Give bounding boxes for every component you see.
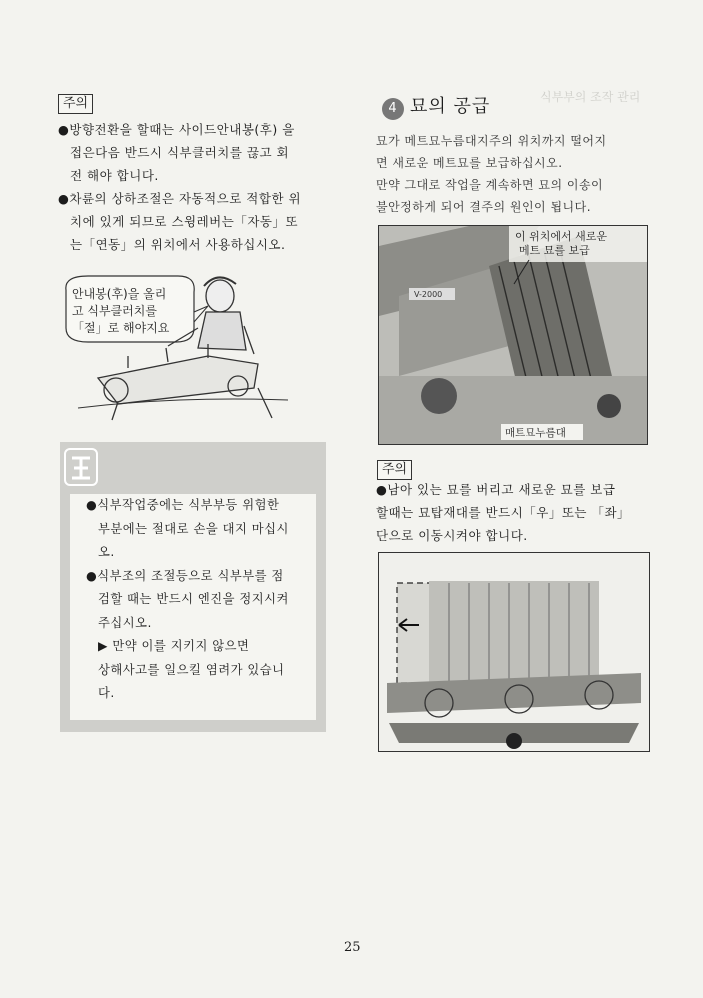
intro-line: 면 새로운 메트묘를 보급하십시오. xyxy=(376,156,563,170)
intro-line: 불안정하게 되어 결주의 원인이 됩니다. xyxy=(376,200,592,214)
caution-line: ▶ 만약 이를 지키지 않으면 xyxy=(98,639,250,653)
caution-panel xyxy=(70,494,316,720)
bubble-line: 안내봉(후)을 올리 xyxy=(72,287,167,301)
notice-line: 접은다음 반드시 식부클러치를 끊고 회 xyxy=(70,145,290,160)
notice-line: 단으로 이동시켜야 합니다. xyxy=(376,528,528,543)
caution-icon xyxy=(64,448,98,486)
notice-label: 주의 xyxy=(58,94,93,114)
photo-badge-text: V-2000 xyxy=(414,290,443,299)
bubble-line: 「절」로 해야지요 xyxy=(72,321,170,335)
machine-photo-drawing xyxy=(379,226,647,444)
caution-line: 부분에는 절대로 손을 대지 마십시 xyxy=(98,521,289,536)
intro-text xyxy=(376,130,656,218)
caution-line: 검할 때는 반드시 엔진을 정지시켜 xyxy=(98,592,289,606)
bubble-line: 고 식부클러치를 xyxy=(72,304,157,318)
caution-line: ●식부작업중에는 식부부등 위험한 xyxy=(86,498,280,512)
page-number: 25 xyxy=(344,940,361,955)
caution-line: 상해사고를 일으킬 염려가 있습니 xyxy=(98,662,285,677)
intro-line: 만약 그대로 작업을 계속하면 묘의 이송이 xyxy=(376,178,604,192)
photo-callout-line: 이 위치에서 새로운 xyxy=(515,230,608,243)
notice-text xyxy=(58,118,333,256)
notice-text-right xyxy=(376,478,661,547)
notice-line: ●남아 있는 묘를 버리고 새로운 묘를 보급 xyxy=(376,482,616,497)
operator-illustration xyxy=(58,268,308,428)
seedling-tray-photo xyxy=(378,552,650,752)
caution-line: 주십시오. xyxy=(98,615,152,630)
caution-box xyxy=(60,442,326,732)
section-number-badge: 4 xyxy=(382,98,404,120)
notice-line: ●차륜의 상하조절은 자동적으로 적합한 위 xyxy=(58,191,302,206)
notice-line: 는「연동」의 위치에서 사용하십시오. xyxy=(70,237,286,252)
caution-text xyxy=(86,494,312,706)
mat-seedling-photo xyxy=(378,225,648,445)
notice-line: 전 해야 합니다. xyxy=(70,168,159,183)
notice-line: ●방향전환을 할때는 사이드안내봉(후) 을 xyxy=(58,122,295,137)
ghost-bleed-text: 식부부의 조작 관리 xyxy=(540,90,641,104)
transplanter-machine xyxy=(78,344,288,420)
photo-label: 매트묘누름대 xyxy=(505,427,566,439)
notice-line: 할때는 묘탑재대를 반드시「우」또는 「좌」 xyxy=(376,505,631,520)
speech-bubble xyxy=(66,276,208,342)
section-title xyxy=(382,92,490,120)
notice-line: 치에 있게 되므로 스윙레버는「자동」또 xyxy=(70,214,299,229)
notice-label-right: 주의 xyxy=(377,460,412,480)
intro-line: 묘가 메트묘누름대지주의 위치까지 떨어지 xyxy=(376,134,607,148)
caution-line: ●식부조의 조절등으로 식부부를 점 xyxy=(86,568,284,583)
section-title-text: 묘의 공급 xyxy=(410,96,491,117)
photo-callout-line: 메트 묘를 보급 xyxy=(519,244,590,257)
caution-line: 오. xyxy=(98,545,115,559)
caution-line: 다. xyxy=(98,686,115,700)
tray-photo-drawing xyxy=(379,553,649,751)
